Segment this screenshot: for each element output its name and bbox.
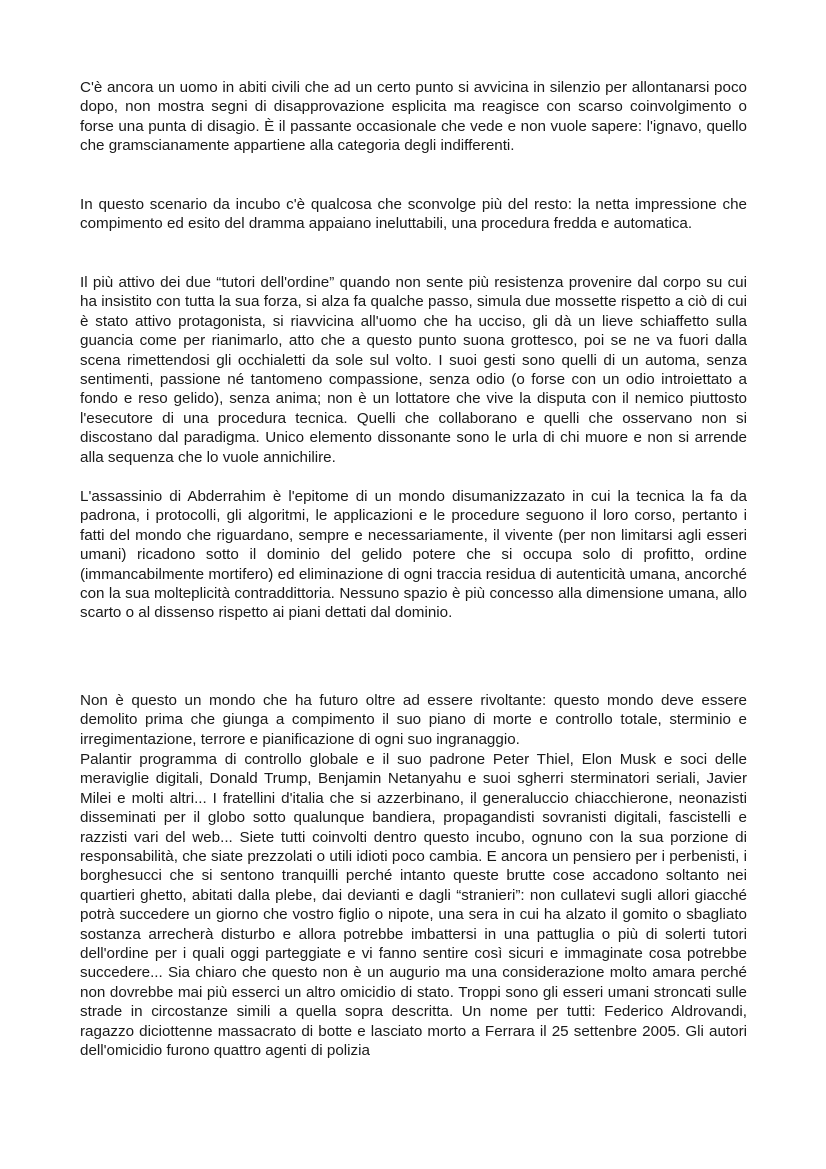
paragraph-abderrahim: L'assassinio di Abderrahim è l'epitome di un mondo disumanizzazato in cui la tecnica la fa da padrona, i protocolli, gli algoritmi, le applicazioni e le procedure seguono il loro corso, pertanto i fatti del mondo che riguardano, sempre e necessariamente, il vivente (per non limitarsi agli esseri umani) ricadono sotto il dominio del gelido potere che si occupa solo di profitto, ordine (immancabilmente mortifero) ed eliminazione di ogni traccia residua di autenticità umana, ancorché con la sua molteplicità contraddittoria. Nessuno spazio è più concesso alla dimensione umana, allo scarto o al dissenso rispetto ai piani dettati dal dominio. — [80, 488, 747, 622]
paragraph-palantir: Palantir programma di controllo globale e il suo padrone Peter Thiel, Elon Musk e soci delle meraviglie digitali, Donald Trump, Benjamin Netanyahu e suoi sgherri sterminatori seriali, Javier Milei e molti altri... I fratellini d'italia che si azzerbinano, il generaluccio chiacchierone, neonazisti disseminati per il globo sotto qualunque bandiera, propagandisti sovranisti digitali, fascistelli e razzisti vari del web... Siete tutti coinvolti dentro questo incubo, ognuno con la sua porzione di responsabilità, che siate prezzolati o utili idioti poco cambia. E ancora un pensiero per i perbenisti, i borghesucci che si sentono tranquilli perché intanto queste brutte cose accadono soltanto nei quartieri ghetto, abitati dalla plebe, dai devianti e dagli “stranieri”: non cullatevi sugli allori giacché potrà succedere un giorno che vostro figlio o nipote, una sera in cui ha alzato il gomito o sbagliato sostanza arrecherà disturbo e allora potrebbe imbattersi in una pattuglia o più di solerti tutori dell'ordine per i quali oggi parteggiate e vi fanno sentire così sicuri e immaginate cosa potrebbe succedere... Sia chiaro che questo non è un augurio ma una considerazione molto amara perché non dovrebbe mai più esserci un altro omicidio di stato. Troppi sono gli esseri umani stroncati sulle strade in circostanze simili a quella sopra descritta. Un nome per tutti: Federico Aldrovandi, ragazzo diciottenne massacrato di botte e lasciato morto a Ferrara il 25 settenbre 2005. Gli autori dell'omicidio furono quattro agenti di polizia — [80, 751, 747, 1060]
paragraph-tutors-of-order: Il più attivo dei due “tutori dell'ordine” quando non sente più resistenza provenire dal corpo su cui ha insistito con tutta la sua forza, si alza fa qualche passo, simula due mossette rispetto a ciò di cui è stato attivo protagonista, si riavvicina all'uomo che ha ucciso, gli dà un lieve schiaffetto sulla guancia come per rianimarlo, atto che a questo punto suona grottesco, poi se ne va fuori dalla scena rimettendosi gli occhialetti da sole sul volto. I suoi gesti sono quelli di un automa, senza sentimenti, passione né tantomeno compassione, senza odio (o forse con un odio introiettato a fondo e reso gelido), senza anima; non è un lottatore che vive la disputa con il nemico piuttosto l'esecutore di una procedura tecnica. Quelli che collaborano e quelli che osservano non si discostano dal paradigma. Unico elemento dissonante sono le urla di chi muore e non si arrende alla sequenza che lo vuole annichilire. — [80, 274, 747, 466]
paragraph-nightmare-scenario: In questo scenario da incubo c'è qualcosa che sconvolge più del resto: la netta impressione che compimento ed esito del dramma appaiano ineluttabili, una procedura fredda e automatica. — [80, 196, 747, 233]
paragraph-passerby: C'è ancora un uomo in abiti civili che ad un certo punto si avvicina in silenzio per allontanarsi poco dopo, non mostra segni di disapprovazione esplicita ma reagisce con scarso coinvolgimento o forse una punta di disagio. È il passante occasionale che vede e non vuole sapere: l'ignavo, quello che gramscianamente appartiene alla categoria degli indifferenti. — [80, 79, 747, 155]
paragraph-world-demolished: Non è questo un mondo che ha futuro oltre ad essere rivoltante: questo mondo deve essere demolito prima che giunga a compimento il suo piano di morte e controllo totale, sterminio e irregimentazione, terrore e pianificazione di ogni suo ingranaggio. — [80, 692, 747, 748]
